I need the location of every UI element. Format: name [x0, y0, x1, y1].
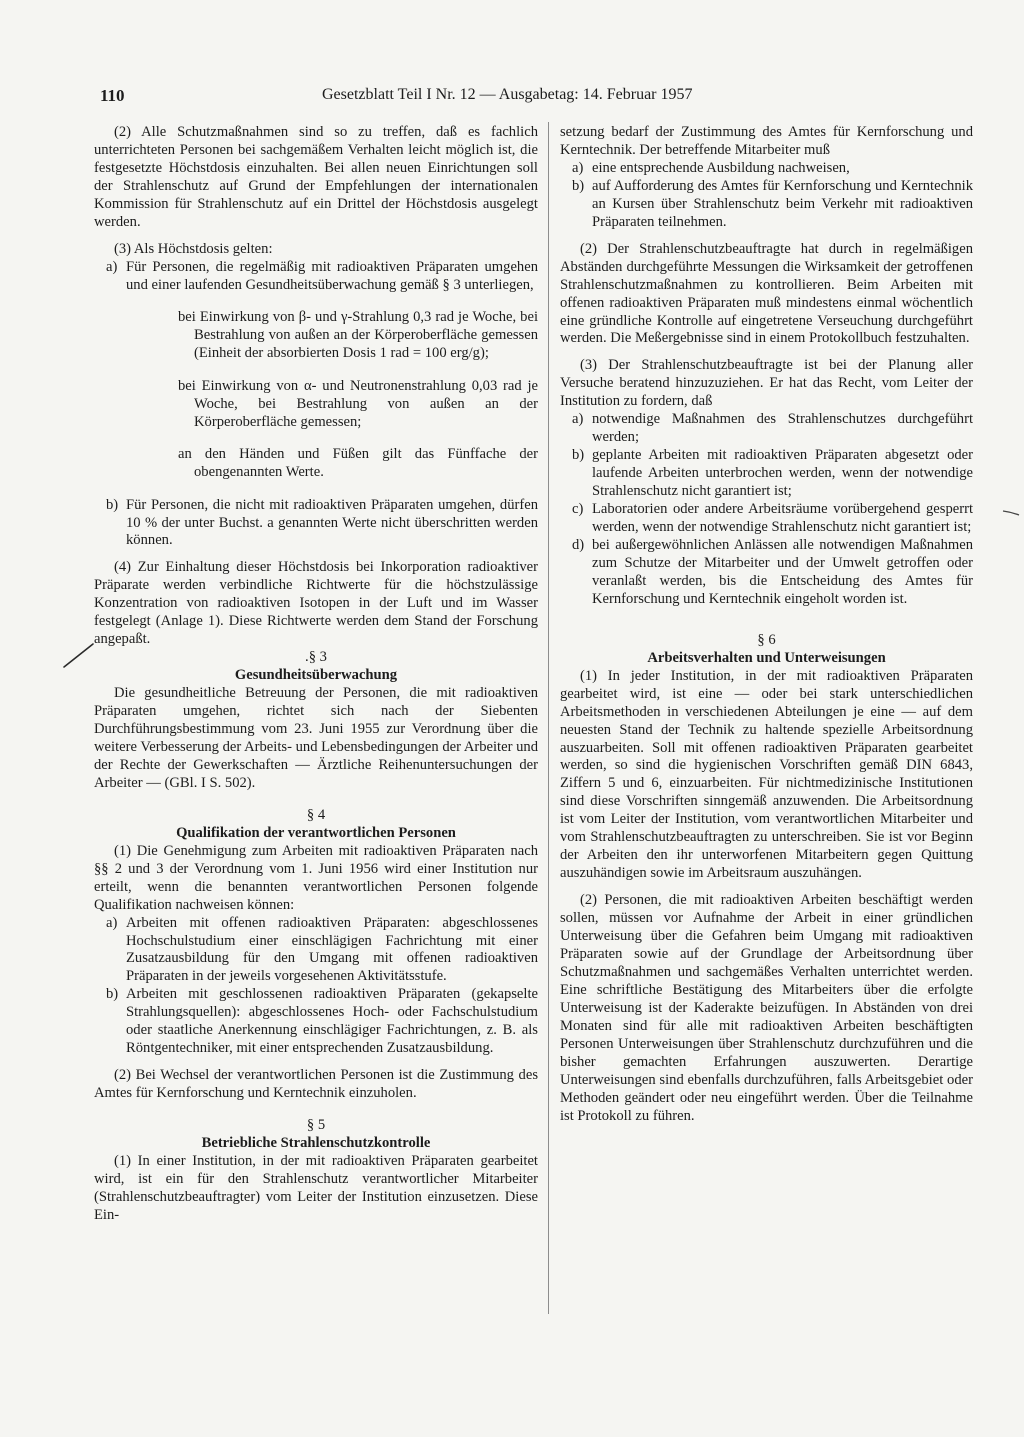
- list-text: auf Aufforderung des Amtes für Kernforschung und Kerntechnik an Kursen über Strahlenschutz beim Verkehr mit radioaktiven Präparaten teilnehmen.: [592, 177, 973, 230]
- section-3-text: Die gesundheitliche Betreuung der Personen, die mit radioaktiven Präparaten umgehen, richtet sich nach der Siebenten Durchführungsbestimmung vom 23. Juni 1955 zur Verordnung über die weitere Verbesserung der Arbeits- und Lebensbedingungen der Arbeiter und der Rechte der Gewerkschaften — Ärztliche Reihenuntersuchungen der Arbeiter — (GBl. I S. 502).: [94, 685, 538, 791]
- dose-rule-alpha-neutron: bei Einwirkung von α- und Neutronenstrahlung 0,03 rad je Woche, bei Bestrahlung von außen an der Körperoberfläche gemessen;: [178, 377, 538, 430]
- dose-rule-beta-gamma: bei Einwirkung von β- und γ-Strahlung 0,3 rad je Woche, bei Bestrahlung von außen an der Körperoberfläche gemessen (Einheit der absorbierten Dosis 1 rad = 100 erg/g);: [178, 309, 538, 362]
- list-text: bei außergewöhnlichen Anlässen alle notwendigen Maßnahmen zum Schutze der Mitarbeiter und der Umwelt getroffen oder veranlaßt werden, bis die Entscheidung des Amtes für Kernforschung und Kerntechnik eingeholt worden ist.: [592, 536, 973, 607]
- section-4-paragraph-2: (2) Bei Wechsel der verantwortlichen Personen ist die Zustimmung des Amtes für Kernforschung und Kerntechnik einzuholen.: [94, 1067, 538, 1102]
- dose-rule-hands-feet: an den Händen und Füßen gilt das Fünffache der obengenannten Werte.: [178, 446, 538, 481]
- list-item-5-1a: [572, 160, 973, 178]
- list-label: a): [572, 411, 584, 428]
- margin-tick-mark: [1002, 510, 1020, 516]
- column-divider: [548, 122, 549, 1314]
- section-6-title: Arbeitsverhalten und Unterweisungen: [647, 649, 886, 666]
- section-6-paragraph-2: (2) Personen, die mit radioaktiven Arbeiten beschäftigt werden sollen, müssen vor Aufnahme der Arbeit in einer gründlichen Unterweisung über die Gefahren beim Umgang mit radioaktiven Präparaten sowie auf der Grundlage der Arbeitsordnung über Schutzmaßnahmen und sachgemäßes Verhalten unterrichtet werden. Eine schriftliche Bestätigung des Mitarbeiters über die erfolgte Unterweisung ist der Kaderakte beizufügen. In Abständen von drei Monaten sind für alle mit radioaktiven Arbeiten beschäftigten Personen Unterweisungen über Strahlenschutz durchzuführen und die bisher gemachten Erfahrungen auszuwerten. Derartige Unterweisungen sind ebenfalls durchzuführen, falls Arbeitsgebiet oder Methoden geändert oder neu eingeführt werden. Über die Teilnahme ist Protokoll zu führen.: [560, 892, 973, 1124]
- left-column: [94, 124, 538, 1225]
- list-text: Für Personen, die nicht mit radioaktiven Präparaten umgehen, dürfen 10 % der unter Buchst. a genannten Werte nicht überschritten werden können.: [126, 496, 538, 549]
- list-item-3b: [106, 497, 538, 551]
- list-item-4b: [106, 986, 538, 1058]
- section-3-number: .§ 3: [305, 649, 327, 666]
- list-text: Für Personen, die regelmäßig mit radioaktiven Präparaten umgehen und einer laufenden Gesundheitsüberwachung gemäß § 3 unterliegen,: [126, 258, 538, 293]
- list-text: geplante Arbeiten mit radioaktiven Präparaten abgesetzt oder laufende Arbeiten unterbrochen werden, wenn der notwendige Strahlenschutz nicht garantiert ist;: [592, 447, 973, 500]
- paragraph-4: (4) Zur Einhaltung dieser Höchstdosis bei Inkorporation radioaktiver Präparate werden verbindliche Richtwerte für die höchstzulässige Konzentration von radioaktiven Isotopen in der Luft und im Wasser festgelegt (Anlage 1). Diese Richtwerte werden dem Stand der Forschung angepaßt.: [94, 559, 538, 648]
- list-item-3a: [106, 259, 538, 295]
- list-label: b): [106, 496, 119, 513]
- section-5-paragraph-2: (2) Der Strahlenschutzbeauftragte hat durch in regelmäßigen Abständen durchgeführte Messungen die Wirksamkeit der getroffenen Strahlenschutzmaßnahmen zu kontrollieren. Beim Arbeiten mit offenen radioaktiven Präparaten muß mindestens einmal wöchentlich eine gründliche Kontrolle auf eingetretene Verseuchung durchgeführt werden. Die Meßergebnisse sind in einem Protokollbuch festzuhalten.: [560, 240, 973, 347]
- list-text: eine entsprechende Ausbildung nachweisen,: [592, 159, 850, 176]
- section-5-title: Betriebliche Strahlenschutzkontrolle: [201, 1135, 431, 1152]
- gazette-title: Gesetzblatt Teil I Nr. 12 — Ausgabetag: 14. Februar 1957: [322, 86, 693, 103]
- page-number: 110: [100, 86, 125, 105]
- section-5-paragraph-1: (1) In einer Institution, in der mit radioaktiven Präparaten gearbeitet wird, ist ein für den Strahlenschutz verantwortlicher Mitarbeiter (Strahlenschutzbeauftragter) vom Leiter der Institution einzusetzen. Diese Ein-: [94, 1152, 538, 1223]
- list-label: b): [106, 986, 119, 1003]
- section-4-number: § 4: [306, 806, 326, 823]
- continuation-text: setzung bedarf der Zustimmung des Amtes für Kernforschung und Kerntechnik. Der betreffende Mitarbeiter muß: [560, 124, 973, 158]
- list-item-5-3b: [572, 447, 973, 501]
- list-label: a): [106, 258, 118, 275]
- section-5-paragraph-3: (3) Der Strahlenschutzbeauftragte ist bei der Planung aller Versuche beratend hinzuzuziehen. Er hat das Recht, vom Leiter der Institution zu fordern, daß: [560, 357, 973, 410]
- list-item-5-1b: [572, 178, 973, 232]
- list-text: notwendige Maßnahmen des Strahlenschutzes durchgeführt werden;: [592, 411, 973, 446]
- list-text: Arbeiten mit geschlossenen radioaktiven Präparaten (gekapselte Strahlungsquellen): abgeschlossenes Hoch- oder Fachschulstudium oder staatliche Anerkennung einschlägiger Fachrichtungen, z. B. als Röntgentechniker, mit einer entsprechenden Zusatzausbildung.: [126, 986, 538, 1057]
- list-item-4a: [106, 915, 538, 987]
- paragraph-2: (2) Alle Schutzmaßnahmen sind so zu treffen, daß es fachlich unterrichteten Personen bei sachgemäßem Verhalten leicht möglich ist, die festgesetzte Höchstdosis einzuhalten. Bei allen neuen Einrichtungen soll der Strahlenschutz auf Grund der Empfehlungen der internationalen Kommission für Strahlenschutz auf ein Drittel der Höchstdosis ausgelegt werden.: [94, 124, 538, 230]
- section-4-title: Qualifikation der verantwortlichen Personen: [176, 824, 456, 841]
- list-label: a): [106, 914, 118, 931]
- section-6-paragraph-1: (1) In jeder Institution, in der mit radioaktiven Präparaten gearbeitet wird, ist eine — oder bei stark unterschiedlichen Arbeitsmethoden in verschiedenen Abteilungen je eine — auf dem neuesten Stand der Technik zu haltende spezielle Arbeitsordnung auszuarbeiten. Soll mit offenen radioaktiven Präparaten gearbeitet werden, so sind die hygienischen Vorschriften gemäß DIN 6843, Ziffern 5 und 6, einzuarbeiten. Für nichtmedizinische Institutionen sind diese Vorschriften sinngemäß anzuwenden. Die Arbeitsordnung ist vom Leiter der Institution, vom verantwortlichen Mitarbeiter und vom Strahlenschutzbeauftragten zu unterschreiben. Sie ist vor Beginn der Arbeiten den ihr unterworfenen Mitarbeitern gegen Quittung auszuhändigen sowie im Arbeitsraum auszuhängen.: [560, 667, 973, 882]
- margin-pen-stroke: [62, 641, 96, 669]
- list-label: d): [572, 536, 585, 553]
- list-label: a): [572, 159, 584, 176]
- list-text: Laboratorien oder andere Arbeitsräume vorübergehend gesperrt werden, wenn der notwendige Strahlenschutz nicht garantiert ist;: [592, 501, 973, 536]
- section-3-title: Gesundheitsüberwachung: [234, 667, 398, 684]
- right-column: [560, 124, 973, 1126]
- page-header: [100, 86, 790, 110]
- list-label: c): [572, 501, 584, 518]
- list-label: b): [572, 177, 585, 194]
- list-text: Arbeiten mit offenen radioaktiven Präparaten: abgeschlossenes Hochschulstudium einer einschlägigen Fachrichtung mit einer Zusatzausbildung für den Umgang mit offenen radioaktiven Präparaten in der jeweils vorgesehenen Aktivitätsstufe.: [126, 914, 538, 985]
- list-label: b): [572, 447, 585, 464]
- list-item-5-3d: [572, 537, 973, 609]
- list-item-5-3a: [572, 411, 973, 447]
- list-item-5-3c: [572, 501, 973, 537]
- section-4-paragraph-1: (1) Die Genehmigung zum Arbeiten mit radioaktiven Präparaten nach §§ 2 und 3 der Verordnung vom 1. Juni 1956 wird einer Institution nur erteilt, wenn die benannten verantwortlichen Personen folgende Qualifikation nachweisen können:: [94, 842, 538, 913]
- paragraph-3: (3) Als Höchstdosis gelten:: [114, 240, 273, 257]
- section-5-number: § 5: [306, 1117, 326, 1134]
- section-6-number: § 6: [757, 631, 776, 648]
